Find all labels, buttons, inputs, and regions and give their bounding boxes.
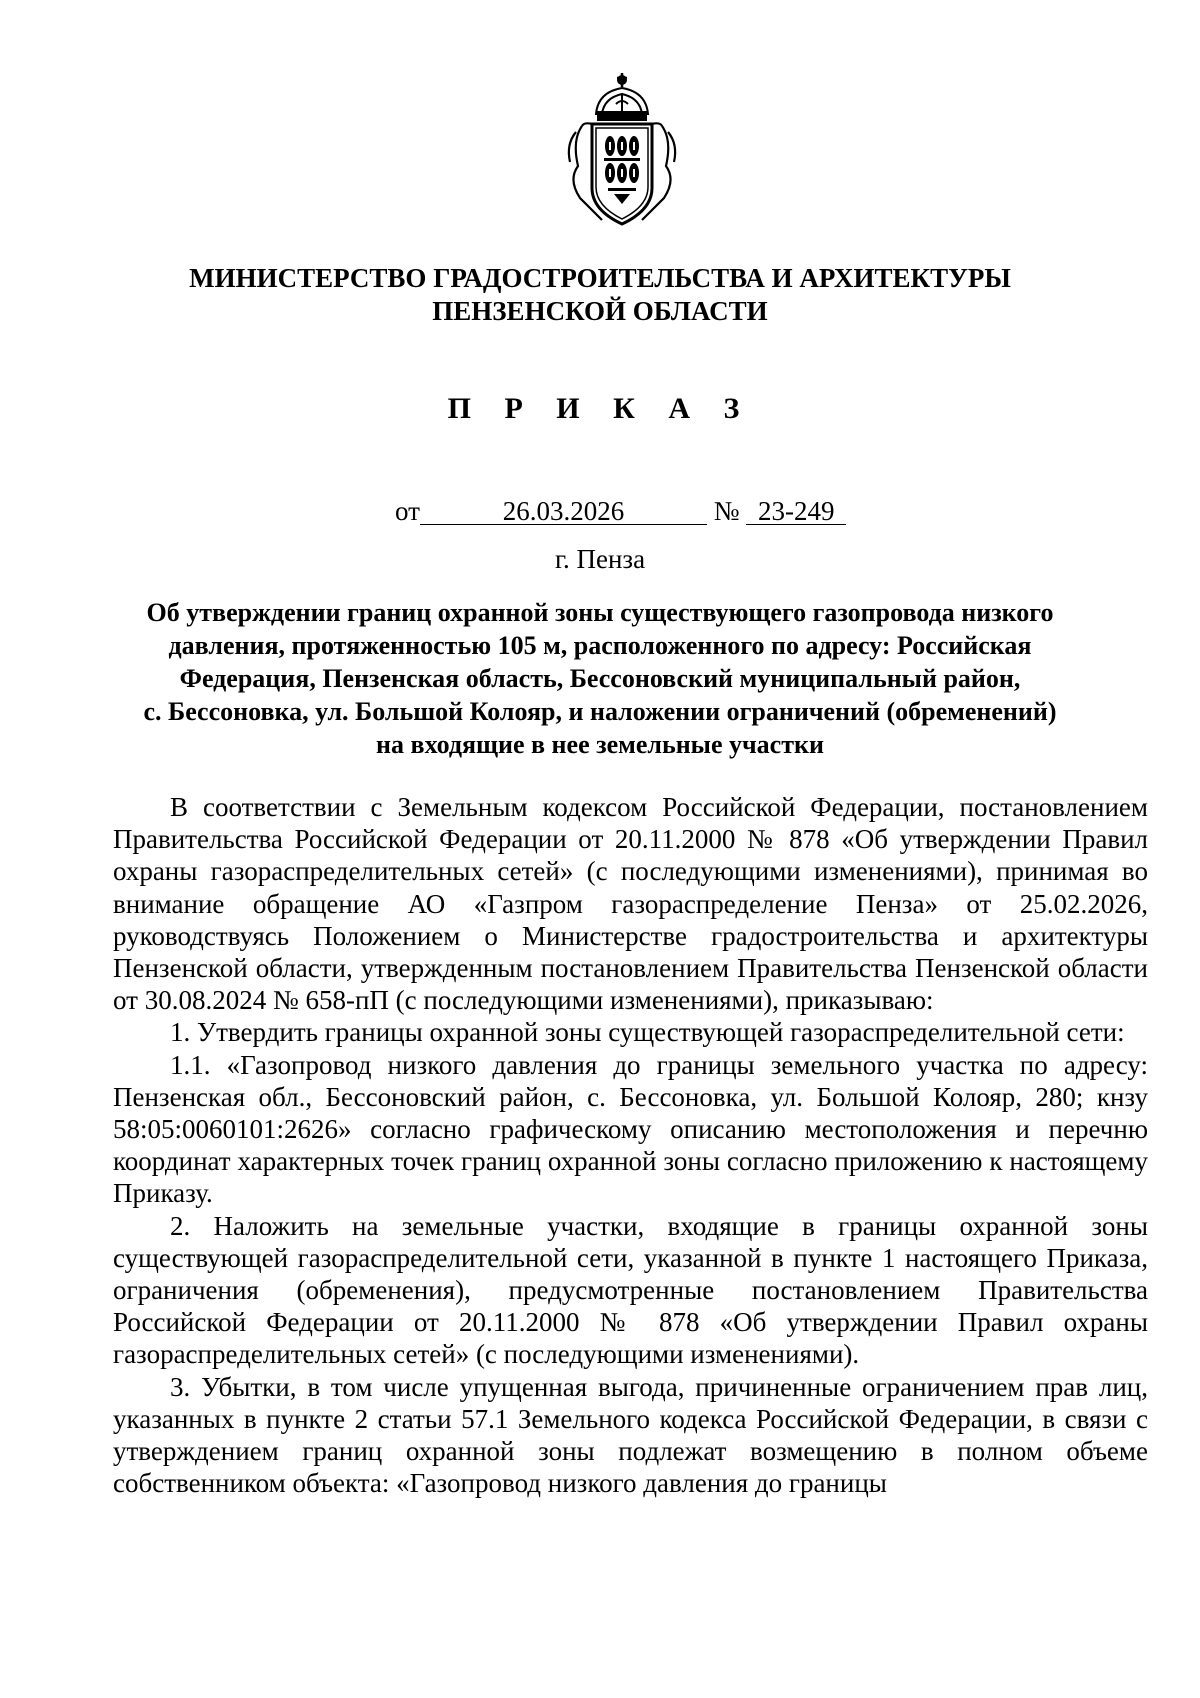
item-3-paragraph: 3. Убытки, в том числе упущенная выгода, причиненные ограничением прав лиц, указанных в пункте 2 статьи 57.1 Земельного кодекса Российской Федерации, в связи с утверждением границ охранной зоны подлежат возмещению в полном объеме собственником объекта: «Газопровод низкого давления до границы — [113, 1371, 1148, 1499]
ministry-name-line1: МИНИСТЕРСТВО ГРАДОСТРОИТЕЛЬСТВА И АРХИТЕКТУРЫ — [189, 263, 1011, 293]
subject-line: с. Бессоновка, ул. Большой Колояр, и наложении ограничений (обременений) — [143, 697, 1057, 726]
date-number-line — [395, 496, 846, 527]
subject-line: Федерация, Пензенская область, Бессоновский муниципальный район, — [179, 664, 1021, 693]
subject-line: Об утверждении границ охранной зоны существующего газопровода низкого — [146, 598, 1054, 627]
preamble-paragraph: В соответствии с Земельным кодексом Российской Федерации, постановлением Правительства Российской Федерации от 20.11.2000 № 878 «Об утверждении Правил охраны газораспределительных сетей» (с последующими изменениями), принимая во внимание обращение АО «Газпром газораспределение Пенза» от 25.02.2026, руководствуясь Положением о Министерстве градостроительства и архитектуры Пензенской области, утвержденным постановлением Правительства Пензенской области от 30.08.2024 № 658-пП (с последующими изменениями), приказываю: — [113, 792, 1148, 1016]
date-prefix: от — [395, 496, 420, 526]
document-subject — [118, 596, 1082, 761]
ministry-name-line2: ПЕНЗЕНСКОЙ ОБЛАСТИ — [432, 296, 768, 326]
ministry-name — [110, 262, 1090, 328]
subject-line: давления, протяженностью 105 м, расположенного по адресу: Российская — [168, 631, 1032, 660]
document-type-title: П Р И К А З — [447, 392, 753, 425]
number-prefix: № — [713, 496, 740, 526]
subject-line: на входящие в нее земельные участки — [376, 730, 824, 759]
item-2-paragraph: 2. Наложить на земельные участки, входящие в границы охранной зоны существующей газораспределительной сети, указанной в пункте 1 настоящего Приказа, ограничения (обременения), предусмотренные постановлением Правительства Российской Федерации от 20.11.2000 № 878 «Об утверждении Правил охраны газораспределительных сетей» (с последующими изменениями). — [113, 1210, 1148, 1370]
document-date: 26.03.2026 — [420, 498, 707, 525]
document-city: г. Пенза — [554, 544, 646, 574]
document-number: 23-249 — [746, 498, 846, 525]
document-body — [113, 791, 1148, 1499]
penza-region-coat-of-arms-icon — [558, 70, 686, 230]
item-1-1-paragraph: 1.1. «Газопровод низкого давления до границы земельного участка по адресу: Пензенская обл., Бессоновский район, с. Бессоновка, ул. Большой Колояр, 280; кнзу 58:05:0060101:2626» согласно графическому описанию местоположения и перечню координат характерных точек границ охранной зоны согласно приложению к настоящему Приказу. — [113, 1049, 1148, 1209]
item-1-paragraph: 1. Утвердить границы охранной зоны существующей газораспределительной сети: — [170, 1017, 1125, 1048]
